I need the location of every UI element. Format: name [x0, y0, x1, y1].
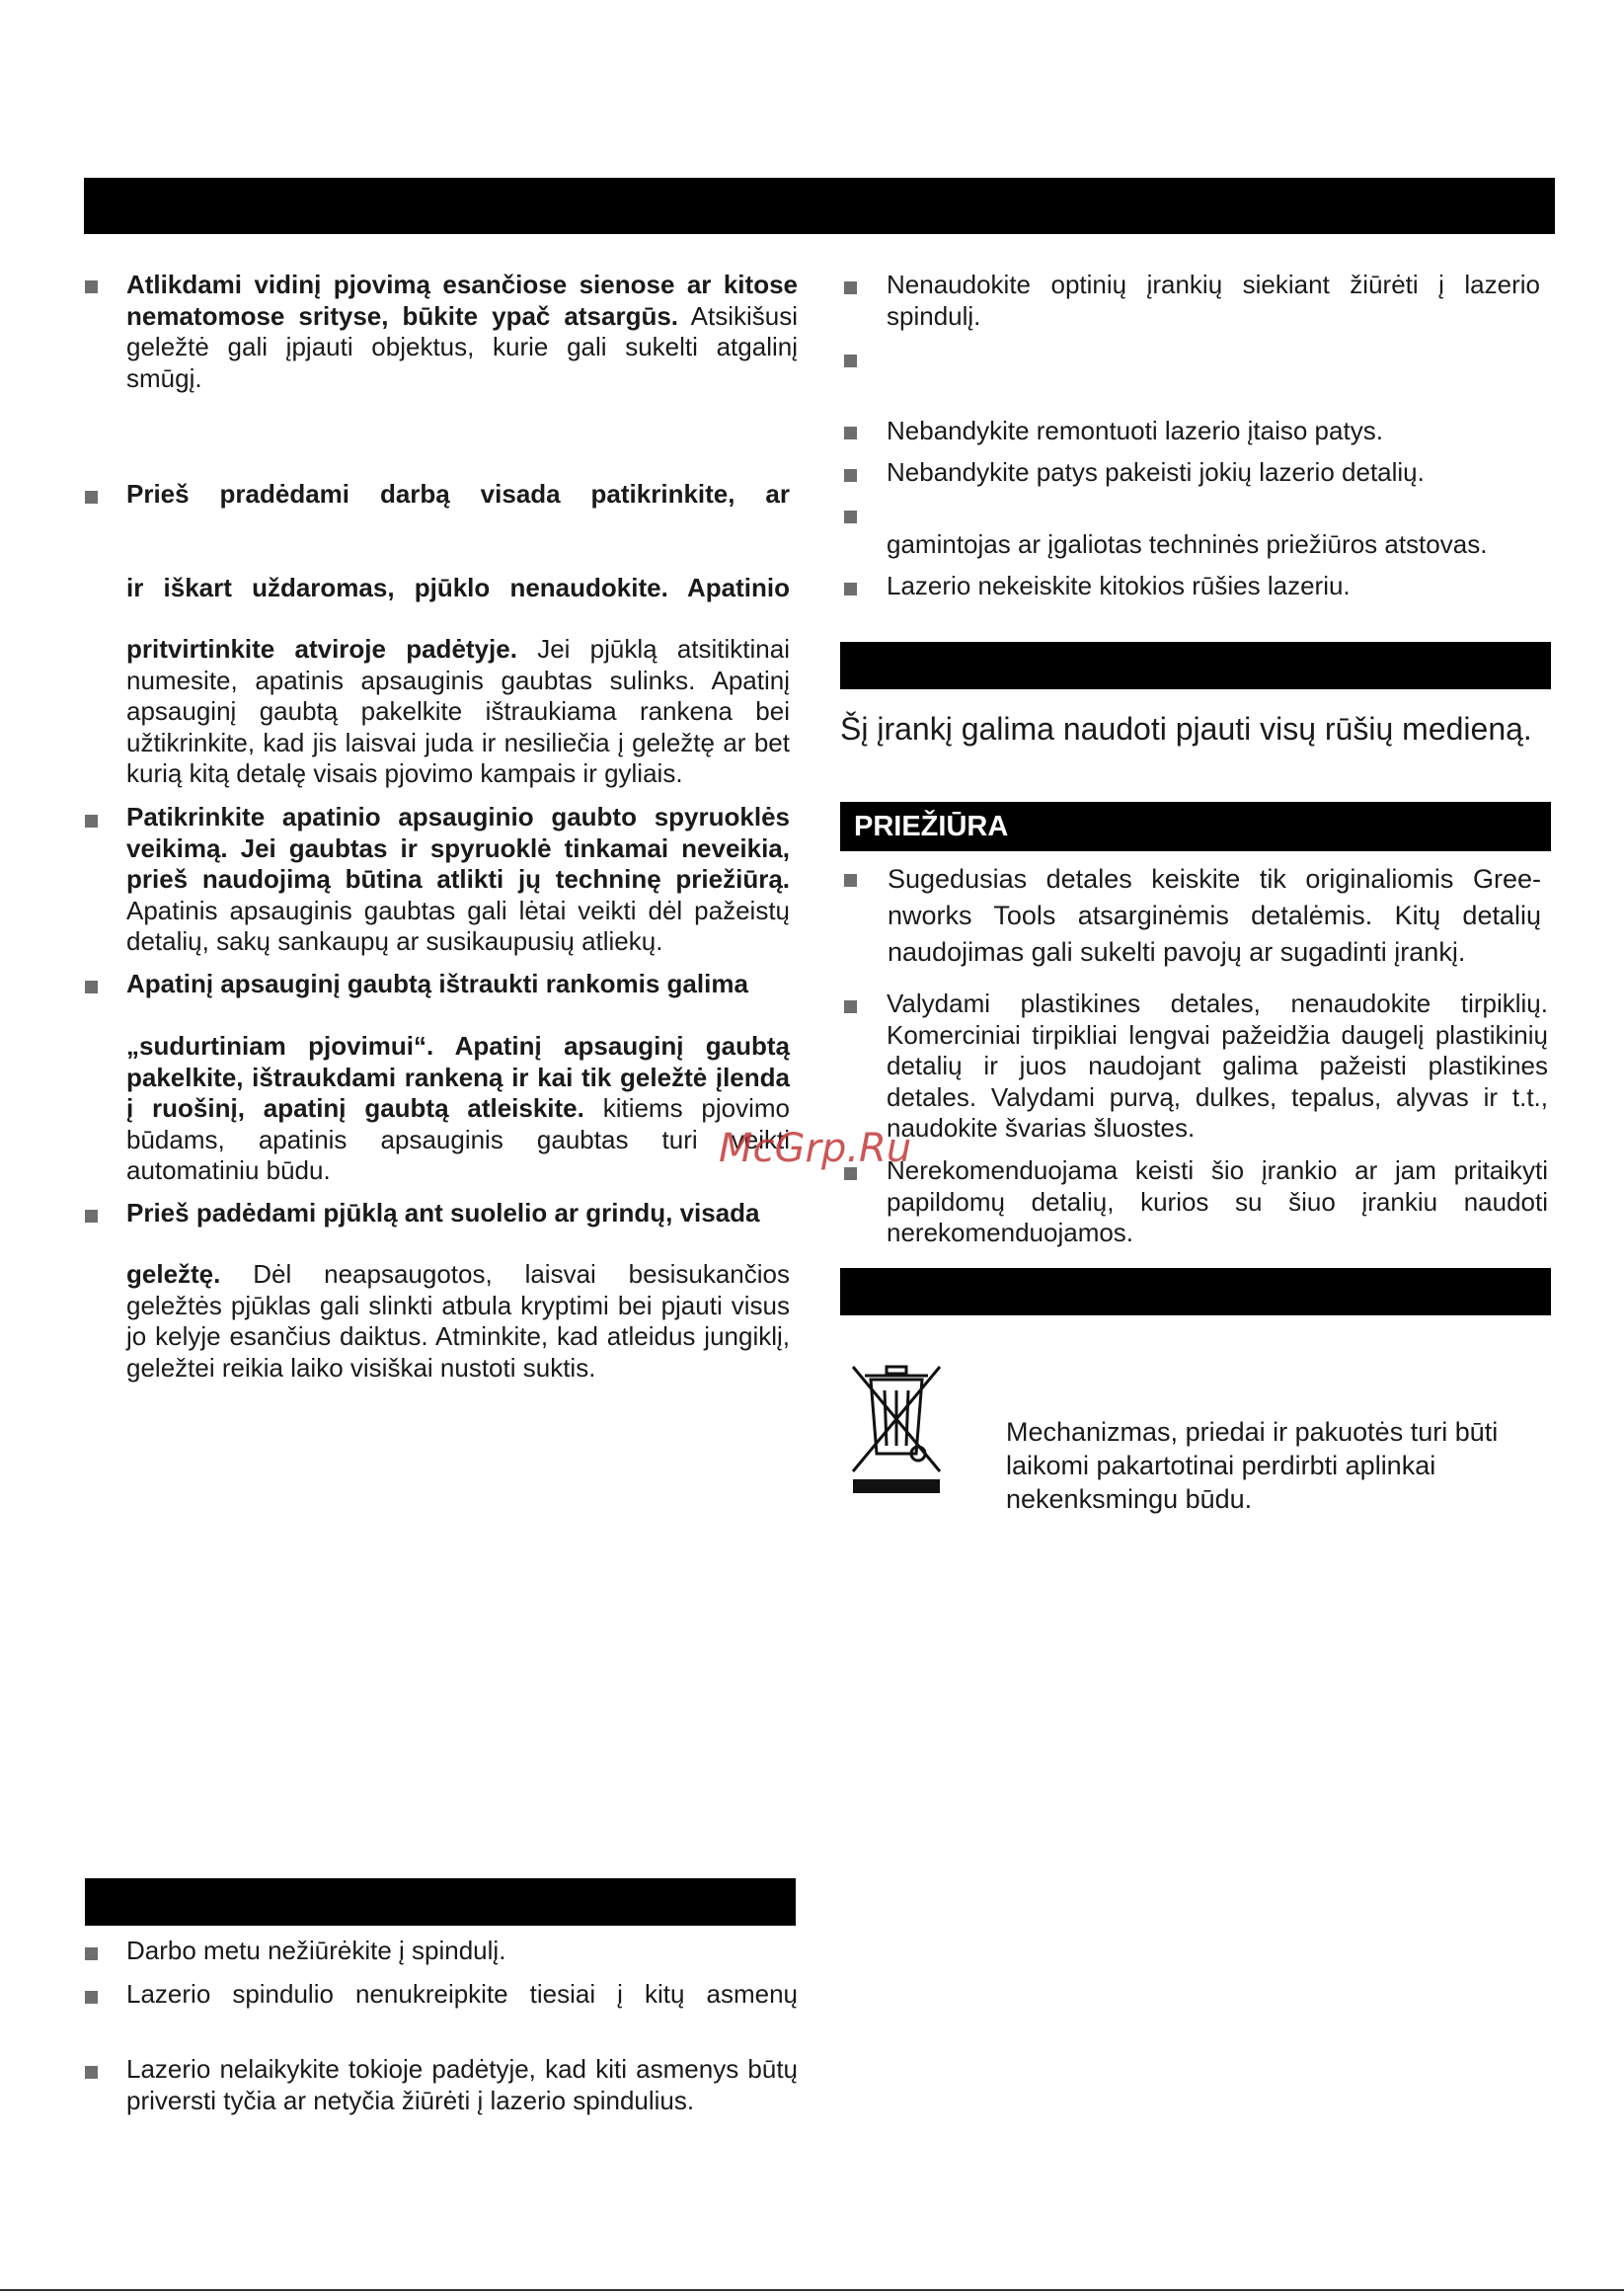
bullet-icon — [844, 874, 857, 887]
bullet-icon — [844, 281, 857, 294]
left-item-2-cont-bold: ir iškart uždaromas, pjūklo nenaudokite. Apatinio — [126, 573, 790, 602]
bullet-icon — [85, 1991, 98, 2004]
bullet-icon — [85, 491, 98, 504]
maintenance-title: PRIEŽIŪRA — [854, 811, 1009, 842]
left-item-1-bold: Atlikdami vidinį pjovimą esančiose sienose ar kitose nematomose srityse, būkite ypač atsargūs. — [126, 270, 798, 331]
laser-item-1: Darbo metu nežiūrėkite į spindulį. — [126, 1936, 506, 1965]
maintenance-item-1: Sugedusias detales keiskite tik originaliomis Gree- nworks Tools atsarginėmis detalėmis. Kitų detalių naudojimas gali sukelti pavojų ar sugadinti įrankį. — [888, 864, 1541, 967]
bullet-icon — [85, 981, 98, 993]
weee-bin-icon — [847, 1363, 946, 1493]
bullet-icon — [844, 469, 857, 482]
usage-text: Šį įrankį galima naudoti pjauti visų rūšių medieną. — [840, 711, 1532, 747]
right-laser-item-6: gamintojas ar įgaliotas techninės priežiūros atstovas. — [887, 529, 1488, 559]
bullet-icon — [844, 511, 857, 523]
left-item-4 — [126, 969, 790, 1000]
bullet-icon — [85, 2066, 98, 2079]
usage-section-bar — [840, 642, 1551, 689]
laser-item-2: Lazerio spindulio nenukreipkite tiesiai į kitų asmenų — [126, 1979, 798, 2009]
left-item-5-bold: Prieš padėdami pjūklą ant suolelio ar grindų, visada — [126, 1198, 760, 1227]
environment-text: Mechanizmas, priedai ir pakuotės turi būti laikomi pakartotinai perdirbti aplinkai nekenksmingu būdu. — [1006, 1417, 1499, 1514]
bullet-icon — [844, 583, 857, 595]
bullet-icon — [85, 280, 98, 293]
left-item-3 — [126, 802, 790, 958]
right-laser-item-7: Lazerio nekeiskite kitokios rūšies lazeriu. — [887, 571, 1351, 600]
laser-section-bar — [85, 1878, 796, 1926]
watermark: McGrp.Ru — [719, 1126, 912, 1171]
left-item-5-cont-bold: geležtę. — [126, 1259, 221, 1289]
maintenance-item-3: Nerekomenduojama keisti šio įrankio ar jam pritaikyti papildomų detalių, kurios su šiuo įrankiu naudoti nerekomenduojamos. — [887, 1155, 1548, 1247]
left-item-5-cont-text: Dėl neapsaugotos, laisvai besisukančios geležtės pjūklas gali slinkti atbula kryptimi bei pjauti visus jo kelyje esančius daiktus. Atminkite, kad atleidus jungiklį, geležtei reikia laiko visiškai nustoti suktis. — [126, 1259, 790, 1383]
left-item-1-text: Atsikišusi geležtė gali įpjauti objektus, kurie gali sukelti atgalinį smūgį. — [126, 300, 798, 393]
left-item-2-cont — [126, 573, 790, 604]
maintenance-section-bar — [840, 802, 1551, 851]
left-item-2-cont2 — [126, 634, 790, 790]
left-item-2-bold: Prieš pradėdami darbą visada patikrinkite, ar — [126, 479, 790, 509]
left-item-2-cont2-bold: pritvirtinkite atviroje padėtyje. — [126, 634, 517, 664]
left-item-5-cont — [126, 1259, 790, 1384]
bullet-icon — [85, 815, 98, 828]
maintenance-item-2: Valydami plastikines detales, nenaudokite tirpiklių. Komerciniai tirpikliai lengvai pažeidžia daugelį plastikinių detalių ir juos naudojant galima pažeisti plastikines detales. Valydami purvą, dulkes, tepalus, alyvas ir t.t., naudokite švarias šluostes. — [887, 989, 1548, 1143]
laser-item-3: Lazerio nelaikykite tokioje padėtyje, kad kiti asmenys būtų priversti tyčia ar netyčia žiūrėti į lazerio spindulius. — [126, 2054, 798, 2115]
top-header-bar — [84, 178, 1555, 234]
left-item-2 — [126, 479, 790, 511]
right-laser-item-3: Nebandykite remontuoti lazerio įtaiso patys. — [887, 416, 1383, 445]
left-item-3-bold: Patikrinkite apatinio apsauginio gaubto spyruoklės veikimą. Jei gaubtas ir spyruoklė tinkamai neveikia, prieš naudojimą būtina atlikti jų techninę priežiūrą. — [126, 802, 790, 894]
left-item-4-cont-bold: „sudurtiniam pjovimui“. Apatinį apsauginį gaubtą pakelkite, ištraukdami rankeną ir kai tik geležtė įlenda į ruošinį, apatinį gaubtą atleiskite. — [126, 1031, 790, 1123]
footer-line — [0, 2289, 1624, 2291]
left-item-4-cont-text: kitiems pjovimo būdams, apatinis apsauginis gaubtas turi veikti automatiniu būdu. — [126, 1093, 790, 1185]
bullet-icon — [85, 1947, 98, 1960]
left-item-4-bold: Apatinį apsauginį gaubtą ištraukti rankomis galima — [126, 969, 748, 998]
right-laser-item-1: Nenaudokite optinių įrankių siekiant žiūrėti į lazerio spindulį. — [887, 270, 1540, 331]
left-item-3-text: Apatinis apsauginis gaubtas gali lėtai veikti dėl pažeistų detalių, sakų sankaupų ar susikaupusių atliekų. — [126, 895, 790, 956]
right-laser-item-4: Nebandykite patys pakeisti jokių lazerio detalių. — [887, 457, 1425, 487]
left-item-2-cont2-text: Jei pjūklą atsitiktinai numesite, apatinis apsauginis gaubtas sulinks. Apatinį apsauginį gaubtą pakelkite ištraukiama rankena bei užtikrinkite, kad jis laisvai juda ir nesiliečia į geležtę ar bet kurią kitą detalę visais pjovimo kampais ir gyliais. — [126, 634, 790, 788]
left-item-1 — [126, 270, 798, 394]
bullet-icon — [844, 427, 857, 439]
left-item-5 — [126, 1198, 790, 1229]
left-item-4-cont — [126, 1031, 790, 1187]
bullet-icon — [844, 355, 857, 367]
bullet-icon — [85, 1210, 98, 1223]
environment-section-bar — [840, 1268, 1551, 1315]
bullet-icon — [844, 1000, 857, 1013]
